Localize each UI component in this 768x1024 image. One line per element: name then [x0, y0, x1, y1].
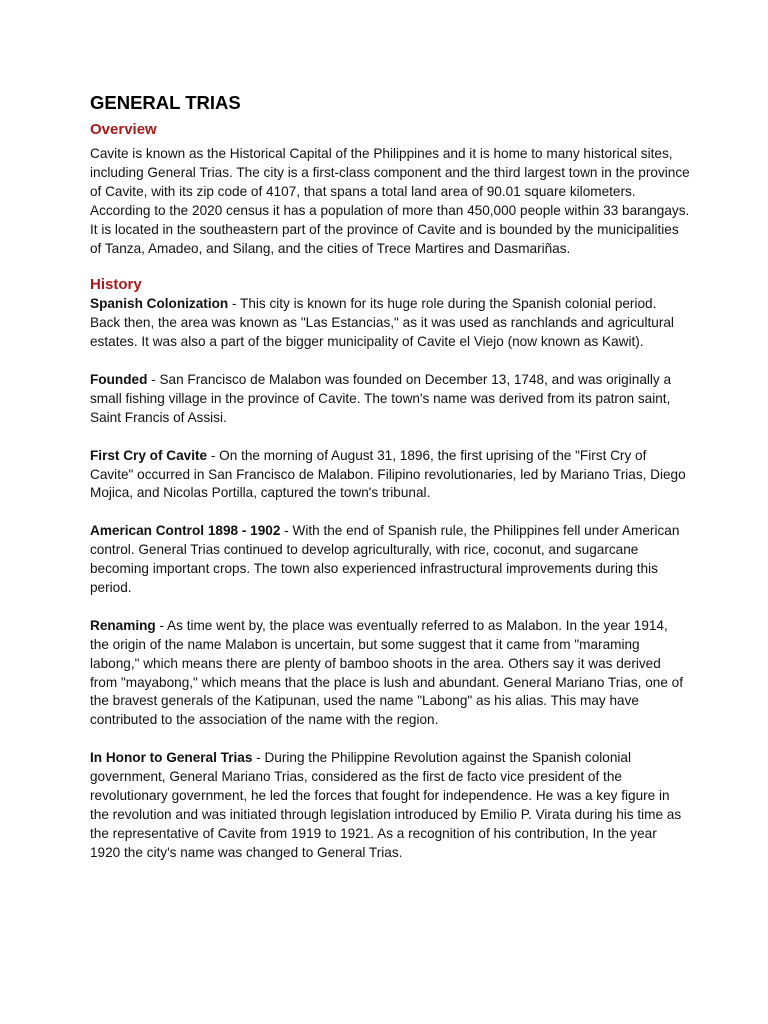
history-entry-founded: [90, 371, 690, 428]
history-text: - With the end of Spanish rule, the Philippines fell under American control. General Trias continued to develop agriculturally, with rice, coconut, and sugarcane becoming important crops. The town also experienced infrastructural improvements during this period.: [90, 523, 680, 595]
history-entry-american-control: [90, 522, 690, 598]
history-text: - As time went by, the place was eventually referred to as Malabon. In the year 1914, the origin of the name Malabon is uncertain, but some suggest that it came from "maraming labong," which means there are plenty of bamboo shoots in the area. Others say it was derived from "mayabong," which means that the place is lush and abundant. General Mariano Trias, one of the bravest generals of the Katipunan, used the name "Labong" as his alias. This may have contributed to the association of the name with the region.: [90, 617, 684, 728]
history-term: In Honor to General Trias: [90, 750, 253, 766]
history-term: First Cry of Cavite: [90, 447, 208, 463]
history-entry-first-cry: [90, 447, 690, 504]
history-entry-honor-general-trias: [90, 749, 690, 862]
history-text: - San Francisco de Malabon was founded on December 13, 1748, and was originally a small fishing village in the province of Cavite. The town's name was derived from its patron saint, Saint Francis of Assisi.: [90, 372, 672, 425]
history-text: - During the Philippine Revolution against the Spanish colonial government, General Mariano Trias, considered as the first de facto vice president of the revolutionary government, he led the forces that fought for independence. He was a key figure in the revolution and was initiated through legislation introduced by Emilio P. Virata during his time as the representative of Cavite from 1919 to 1921. As a recognition of his contribution, In the year 1920 the city's name was changed to General Trias.: [90, 750, 682, 860]
overview-heading: Overview: [90, 121, 157, 138]
history-entry-spanish-colonization: [90, 295, 690, 352]
history-term: Founded: [90, 372, 148, 388]
history-text: - On the morning of August 31, 1896, the first uprising of the "First Cry of Cavite" occurred in San Francisco de Malabon. Filipino revolutionaries, led by Mariano Trias, Diego Mojica, and Nicolas Portilla, captured the town's tribunal.: [90, 447, 686, 501]
page-title: GENERAL TRIAS: [90, 92, 241, 113]
history-term: American Control 1898 - 1902: [90, 523, 281, 539]
overview-paragraph: Cavite is known as the Historical Capital of the Philippines and it is home to many historical sites, including General Trias. The city is a first-class component and the third largest town in the province of Cavite, with its zip code of 4107, that spans a total land area of 90.01 square kilometers. According to the 2020 census it has a population of more than 450,000 people within 33 barangays. It is located in the southeastern part of the province of Cavite and is bounded by the municipalities of Tanza, Amadeo, and Silang, and the cities of Trece Martires and Dasmariñas.: [90, 146, 690, 256]
document-page: [90, 90, 690, 881]
history-entry-renaming: [90, 617, 690, 730]
history-text: - This city is known for its huge role during the Spanish colonial period. Back then, the area was known as "Las Estancias," as it was used as ranchlands and agricultural estates. It was also a part of the bigger municipality of Cavite el Viejo (now known as Kawit).: [90, 296, 674, 350]
history-heading: History: [90, 276, 142, 294]
history-term: Renaming: [90, 617, 156, 633]
history-term: Spanish Colonization: [90, 296, 229, 312]
